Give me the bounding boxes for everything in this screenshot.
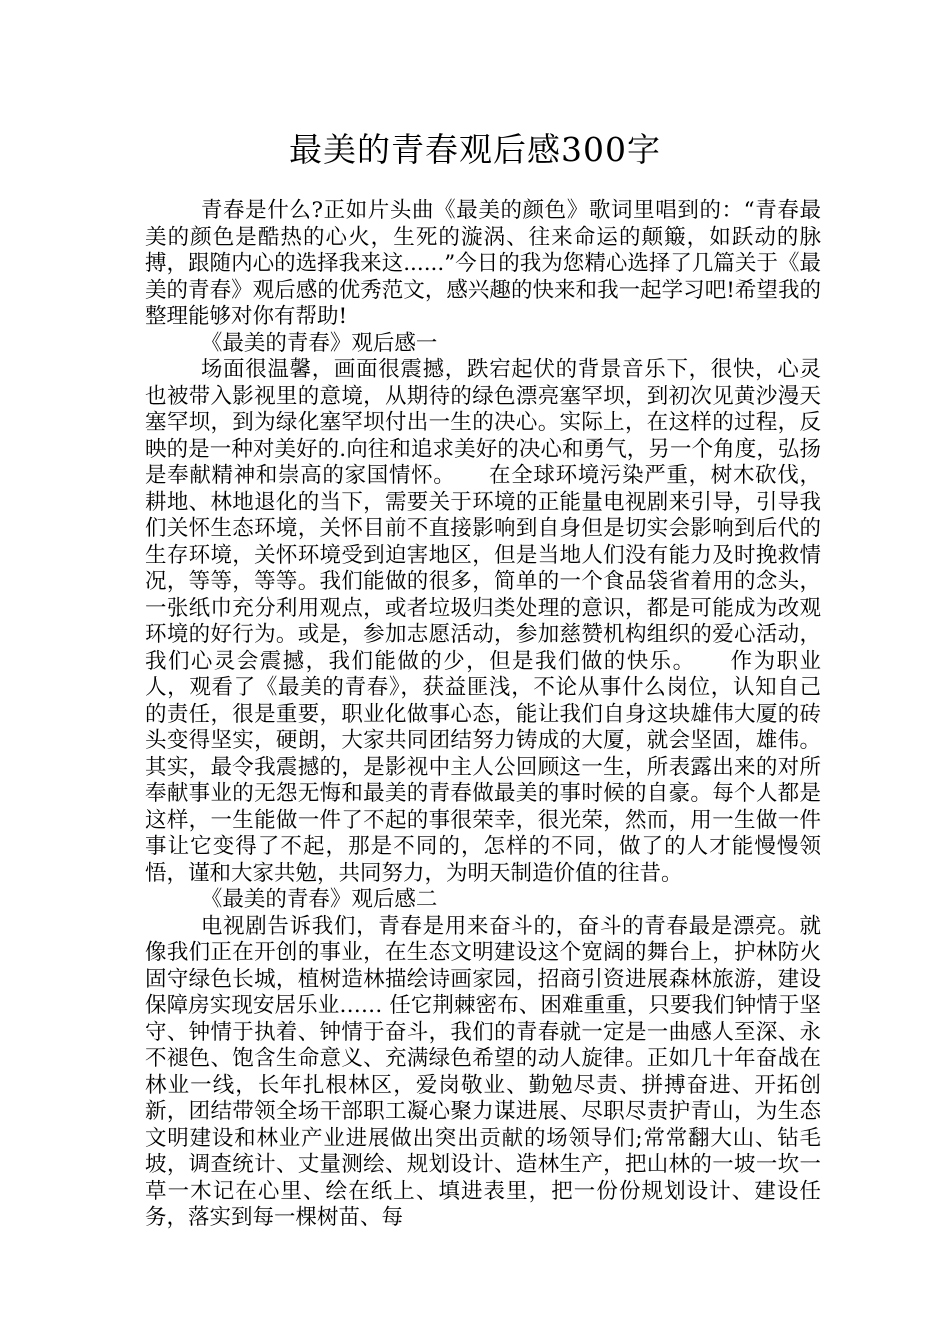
section-two-paragraph: 电视剧告诉我们，青春是用来奋斗的，奋斗的青春最是漂亮。就像我们正在开创的事业，在生态文明建设这个宽阔的舞台上，护林防火固守绿色长城，植树造林描绘诗画家园，招商引资进展森林旅游，建设保障房实现安居乐业…… 任它荆棘密布、困难重重，只要我们钟情于坚守、钟情于执着、钟情于奋斗，我们的青春就一定是一曲感人至深、永不褪色、饱含生命意义、充满绿色希望的动人旋律。正如几十年奋战在林业一线，长年扎根林区，爱岗敬业、勤勉尽责、拼搏奋进、开拓创新，团结带领全场干部职工凝心聚力谋进展、尽职尽责护青山，为生态文明建设和林业产业进展做出突出贡献的场领导们;常常翻大山、钻毛坡，调查统计、丈量测绘、规划设计、造林生产，把山林的一坡一坎一草一木记在心里、绘在纸上、填进表里，把一份份规划设计、建设任务，落实到每一棵树苗、每 [145, 913, 821, 1230]
intro-paragraph: 青春是什么?正如片头曲《最美的颜色》歌词里唱到的：“青春最美的颜色是酷热的心火，生死的漩涡、往来命运的颠簸，如跃动的脉搏，跟随内心的选择我来这......”今日的我为您精心选择了几篇关于《最美的青春》观后感的优秀范文，感兴趣的快来和我一起学习吧!希望我的整理能够对你有帮助! [145, 198, 821, 329]
document-body [145, 198, 821, 1232]
section-one-paragraph: 场面很温馨，画面很震撼，跌宕起伏的背景音乐下，很快，心灵也被带入影视里的意境，从期待的绿色漂亮塞罕坝，到初次见黄沙漫天塞罕坝，到为绿化塞罕坝付出一生的决心。实际上，在这样的过程，反映的是一种对美好的.向往和追求美好的决心和勇气，另一个角度，弘扬是奉献精神和崇高的家国情怀。 在全球环境污染严重，树木砍伐，耕地、林地退化的当下，需要关于环境的正能量电视剧来引导，引导我们关怀生态环境，关怀目前不直接影响到自身但是切实会影响到后代的生存环境，关怀环境受到迫害地区，但是当地人们没有能力及时挽救情况，等等，等等。我们能做的很多，简单的一个食品袋省着用的念头，一张纸巾充分利用观点，或者垃圾归类处理的意识，都是可能成为改观环境的好行为。或是，参加志愿活动，参加慈赞机构组织的爱心活动，我们心灵会震撼，我们能做的少，但是我们做的快乐。 作为职业人，观看了《最美的青春》，获益匪浅，不论从事什么岗位，认知自己的责任，很是重要，职业化做事心态，能让我们自身这块雄伟大厦的砖头变得坚实，硬朗，大家共同团结努力铸成的大厦，就会坚固，雄伟。其实，最令我震撼的，是影视中主人公回顾这一生，所表露出来的对所奉献事业的无怨无悔和最美的青春做最美的事时候的自豪。每个人都是这样，一生能做一件了不起的事很荣幸，很光荣，然而，用一生做一件事让它变得了不起，那是不同的，怎样的不同，做了的人才能慢慢领悟，谨和大家共勉，共同努力，为明天制造价值的往昔。 [145, 357, 821, 886]
section-heading-two: 《最美的青春》观后感二 [200, 887, 438, 912]
document-title: 最美的青春观后感300字 [289, 130, 661, 169]
section-heading-one: 《最美的青春》观后感一 [200, 330, 438, 356]
